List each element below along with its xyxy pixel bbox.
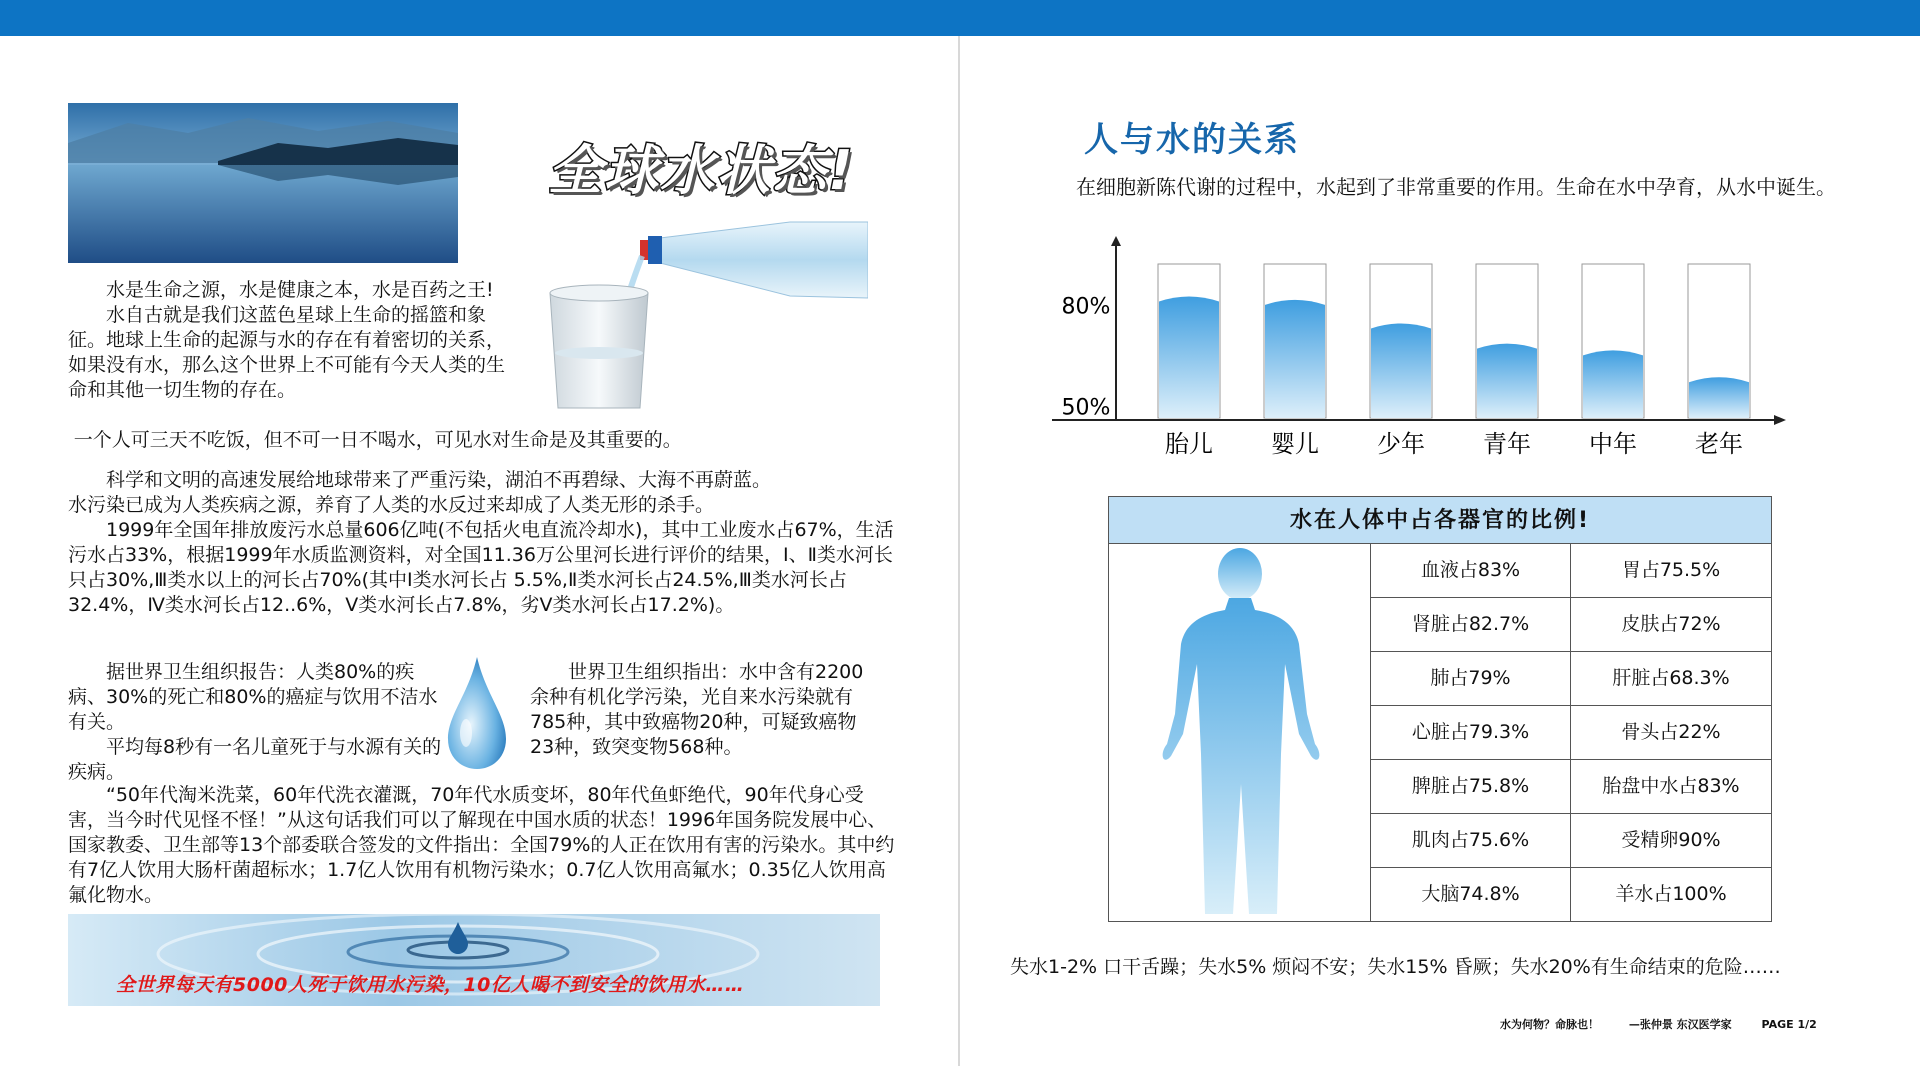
organ-cell: 大脑74.8% — [1371, 868, 1571, 922]
organ-cell: 心脏占79.3% — [1371, 706, 1571, 759]
headline: 全球水状态! — [548, 139, 855, 202]
water-by-age-chart — [1040, 232, 1800, 462]
water-drop-icon — [446, 655, 508, 771]
y-axis-arrow — [1111, 236, 1121, 246]
who-left-line-2: 平均每8秒有一名儿童死于与水源有关的疾病。 — [68, 736, 442, 783]
y-tick-label: 50% — [1061, 395, 1111, 421]
x-tick-label: 老年 — [1695, 430, 1743, 458]
intro-paragraph — [68, 278, 508, 403]
table-row — [1371, 868, 1771, 922]
table-row — [1371, 652, 1771, 706]
x-tick-label: 青年 — [1483, 430, 1531, 458]
bottom-banner — [68, 914, 880, 1006]
organ-grid — [1371, 544, 1771, 922]
organ-cell: 皮肤占72% — [1621, 613, 1721, 635]
intro-line-2: 水自古就是我们这蓝色星球上生命的摇篮和象征。地球上生命的起源与水的存在有着密切的关系，如果没有水，那么这个世界上不可能有今天人类的生命和其他一切生物的存在。 — [68, 304, 506, 401]
signature-quote: 水为何物？命脉也！ — [1500, 1018, 1599, 1031]
organ-cell: 胃占75.5% — [1621, 559, 1721, 581]
signature-author: —张仲景 东汉医学家 — [1628, 1018, 1732, 1031]
organ-cell: 受精卵90% — [1621, 829, 1721, 851]
organ-cell: 羊水占100% — [1615, 883, 1727, 905]
x-tick-label: 胎儿 — [1165, 430, 1213, 458]
water-bottle-photo — [530, 218, 868, 418]
bar — [1689, 377, 1749, 418]
banner-text: 全世界每天有5000人死于饮用水污染，10亿人喝不到安全的饮用水…… — [116, 974, 745, 996]
organ-cell: 胎盘中水占83% — [1602, 775, 1740, 797]
who-report-left — [68, 660, 448, 785]
table-title: 水在人体中占各器官的比例! — [1109, 497, 1771, 544]
table-row — [1371, 760, 1771, 814]
bar — [1477, 344, 1537, 418]
x-tick-label: 婴儿 — [1271, 430, 1319, 458]
lake-landscape-photo — [68, 103, 458, 263]
organ-water-table — [1108, 496, 1772, 922]
x-tick-label: 中年 — [1589, 430, 1637, 458]
statistics-paragraph: 1999年全国年排放废污水总量606亿吨(不包括火电直流冷却水)，其中工业废水占67%，生活污水占33%，根据1999年水质监测资料，对全国11.36万公里河长进行评价的结果，Ⅰ、Ⅱ类水河长只占30%,Ⅲ类水以上的河长占70%(其中Ⅰ类水河长占 5.5%,Ⅱ类水河长占24.5%,Ⅲ类水河长占32.4%，Ⅳ类水河长占12..6%，Ⅴ类水河长占7.8%，劣Ⅴ类水河长占17.2%)。 — [68, 519, 894, 616]
top-color-bar — [0, 0, 1920, 36]
table-row — [1371, 544, 1771, 598]
right-title: 人与水的关系 — [1084, 120, 1300, 160]
organ-cell: 肝脏占68.3% — [1612, 667, 1730, 689]
page-number: PAGE 1/2 — [1761, 1018, 1817, 1031]
human-body-figure — [1109, 544, 1371, 921]
pollution-line-2: 水污染已成为人类疾病之源，养育了人类的水反过来却成了人类无形的杀手。 — [68, 494, 715, 516]
dehydration-note: 失水1-2% 口干舌躁；失水5% 烦闷不安；失水15% 昏厥；失水20%有生命结束的危险…… — [1010, 956, 1781, 978]
x-axis-arrow — [1774, 415, 1786, 425]
x-tick-label: 少年 — [1377, 430, 1425, 458]
bar — [1371, 323, 1431, 418]
who-right-text: 世界卫生组织指出：水中含有2200余种有机化学污染，光自来水污染就有785种，其中致癌物20种，可疑致癌物23种，致突变物568种。 — [530, 661, 864, 758]
right-intro-text: 在细胞新陈代谢的过程中，水起到了非常重要的作用。生命在水中孕育，从水中诞生。 — [1076, 175, 1836, 199]
pollution-paragraph — [68, 468, 898, 618]
intro-tail — [68, 428, 898, 453]
y-tick-label: 80% — [1061, 294, 1111, 320]
organ-cell: 骨头占22% — [1621, 721, 1721, 743]
page-spine — [958, 36, 960, 1066]
bar — [1159, 297, 1219, 418]
bar — [1265, 300, 1325, 418]
organ-cell: 肌肉占75.6% — [1371, 814, 1571, 867]
page-signature — [1500, 1016, 1843, 1032]
right-intro — [1042, 174, 1842, 201]
history-text: “50年代淘米洗菜，60年代洗衣灌溉，70年代水质变坏，80年代鱼虾绝代，90年代身心受害，当今时代见怪不怪！”从这句话我们可以了解现在中国水质的状态！1996年国务院发展中心、国家教委、卫生部等13个部委联合签发的文件指出：全国79%的人正在饮用有害的污染水。其中约有7亿人饮用大肠杆菌超标水；1.7亿人饮用有机物污染水；0.7亿人饮用高氟水；0.35亿人饮用高氟化物水。 — [68, 784, 895, 906]
organ-cell: 肺占79% — [1371, 652, 1571, 705]
bar — [1583, 350, 1643, 418]
history-paragraph — [68, 783, 898, 908]
organ-cell: 血液占83% — [1371, 544, 1571, 597]
table-row — [1371, 814, 1771, 868]
intro-tail-text: 一个人可三天不吃饭，但不可一日不喝水，可见水对生命是及其重要的。 — [73, 429, 682, 451]
intro-line-1: 水是生命之源，水是健康之本，水是百药之王! — [106, 279, 494, 301]
table-row — [1371, 706, 1771, 760]
organ-cell: 肾脏占82.7% — [1371, 598, 1571, 651]
pollution-line-1: 科学和文明的高速发展给地球带来了严重污染，湖泊不再碧绿、大海不再蔚蓝。 — [106, 469, 772, 491]
who-report-right — [530, 660, 870, 760]
table-row — [1371, 598, 1771, 652]
who-left-line-1: 据世界卫生组织报告：人类80%的疾病、30%的死亡和80%的癌症与饮用不洁水有关。 — [68, 661, 438, 733]
organ-cell: 脾脏占75.8% — [1371, 760, 1571, 813]
